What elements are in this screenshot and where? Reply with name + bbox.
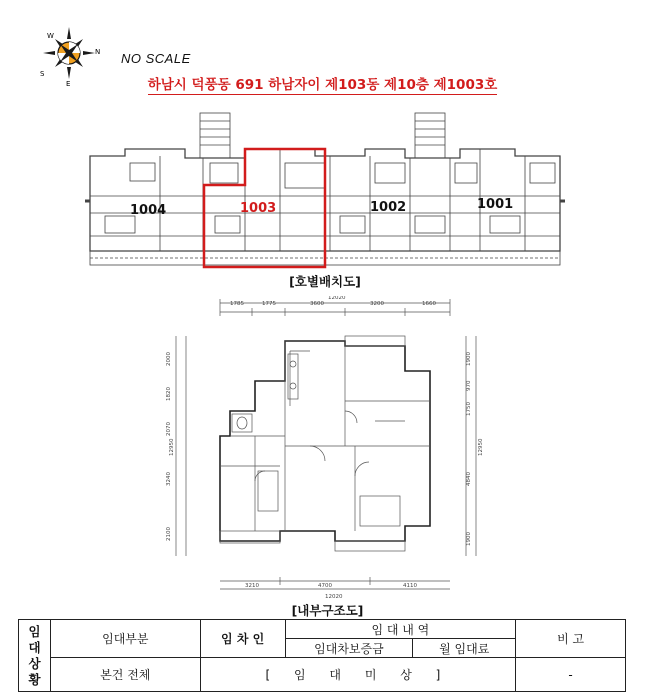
dim-top-4: 3200 (370, 301, 384, 307)
property-address (0, 73, 645, 93)
dim-left-5: 2100 (166, 527, 172, 541)
header-monthly-rent: 월 임대료 (413, 639, 516, 658)
dim-top-2: 1775 (262, 301, 276, 307)
unit-label-1004: 1004 (130, 203, 167, 218)
lease-status-table (18, 619, 626, 692)
address-text: 하남시 덕풍동 691 하남자이 제103동 제10층 제1003호 (147, 77, 498, 93)
floor-plan-drawing (160, 296, 495, 601)
dim-bottom-3: 4110 (403, 583, 417, 589)
dim-left-1: 2000 (166, 352, 172, 366)
header-lease-part: 임대부분 (50, 620, 200, 658)
dim-left-2: 1820 (166, 387, 172, 401)
dim-right-total: 12950 (478, 438, 484, 456)
dim-bottom-total: 12020 (325, 594, 343, 600)
cell-lease-status: [ 임 대 미 상 ] (200, 658, 515, 692)
unit-label-1001: 1001 (477, 197, 514, 212)
no-scale-note: NO SCALE (121, 51, 191, 66)
header-lease-details: 임 대 내 역 (285, 620, 516, 639)
header-deposit: 임대차보증금 (285, 639, 413, 658)
cell-note: - (516, 658, 626, 692)
compass-e: E (66, 80, 71, 88)
dim-bottom-1: 3210 (245, 583, 259, 589)
dim-right-4: 4840 (466, 472, 472, 486)
compass-w: W (47, 32, 54, 40)
header-note: 비 고 (516, 620, 626, 658)
unit-plan-caption: [호별배치도] (289, 274, 361, 289)
unit-layout-plan (85, 101, 565, 271)
compass-n: N (95, 48, 101, 56)
dim-top-total: 12020 (328, 296, 346, 301)
dim-left-total: 12950 (169, 438, 175, 456)
dim-right-1: 1900 (466, 352, 472, 366)
dim-top-3: 3600 (310, 301, 324, 307)
compass-s: S (40, 70, 45, 78)
dim-left-3: 2070 (166, 422, 172, 436)
floor-plan-caption: [내부구조도] (291, 603, 364, 618)
unit-label-1002: 1002 (370, 200, 407, 215)
dim-top-5: 1660 (422, 301, 436, 307)
header-tenant: 임 차 인 (200, 620, 285, 658)
dim-top-1: 1785 (230, 301, 244, 307)
cell-lease-part: 본건 전체 (50, 658, 200, 692)
dim-bottom-2: 4700 (318, 583, 332, 589)
dim-right-2: 970 (466, 380, 472, 391)
dim-right-3: 1750 (466, 402, 472, 416)
dim-left-4: 3240 (166, 472, 172, 486)
dim-right-5: 1900 (466, 532, 472, 546)
unit-label-1003: 1003 (240, 201, 277, 216)
lease-section-label: 임 대 상 황 (19, 620, 51, 692)
